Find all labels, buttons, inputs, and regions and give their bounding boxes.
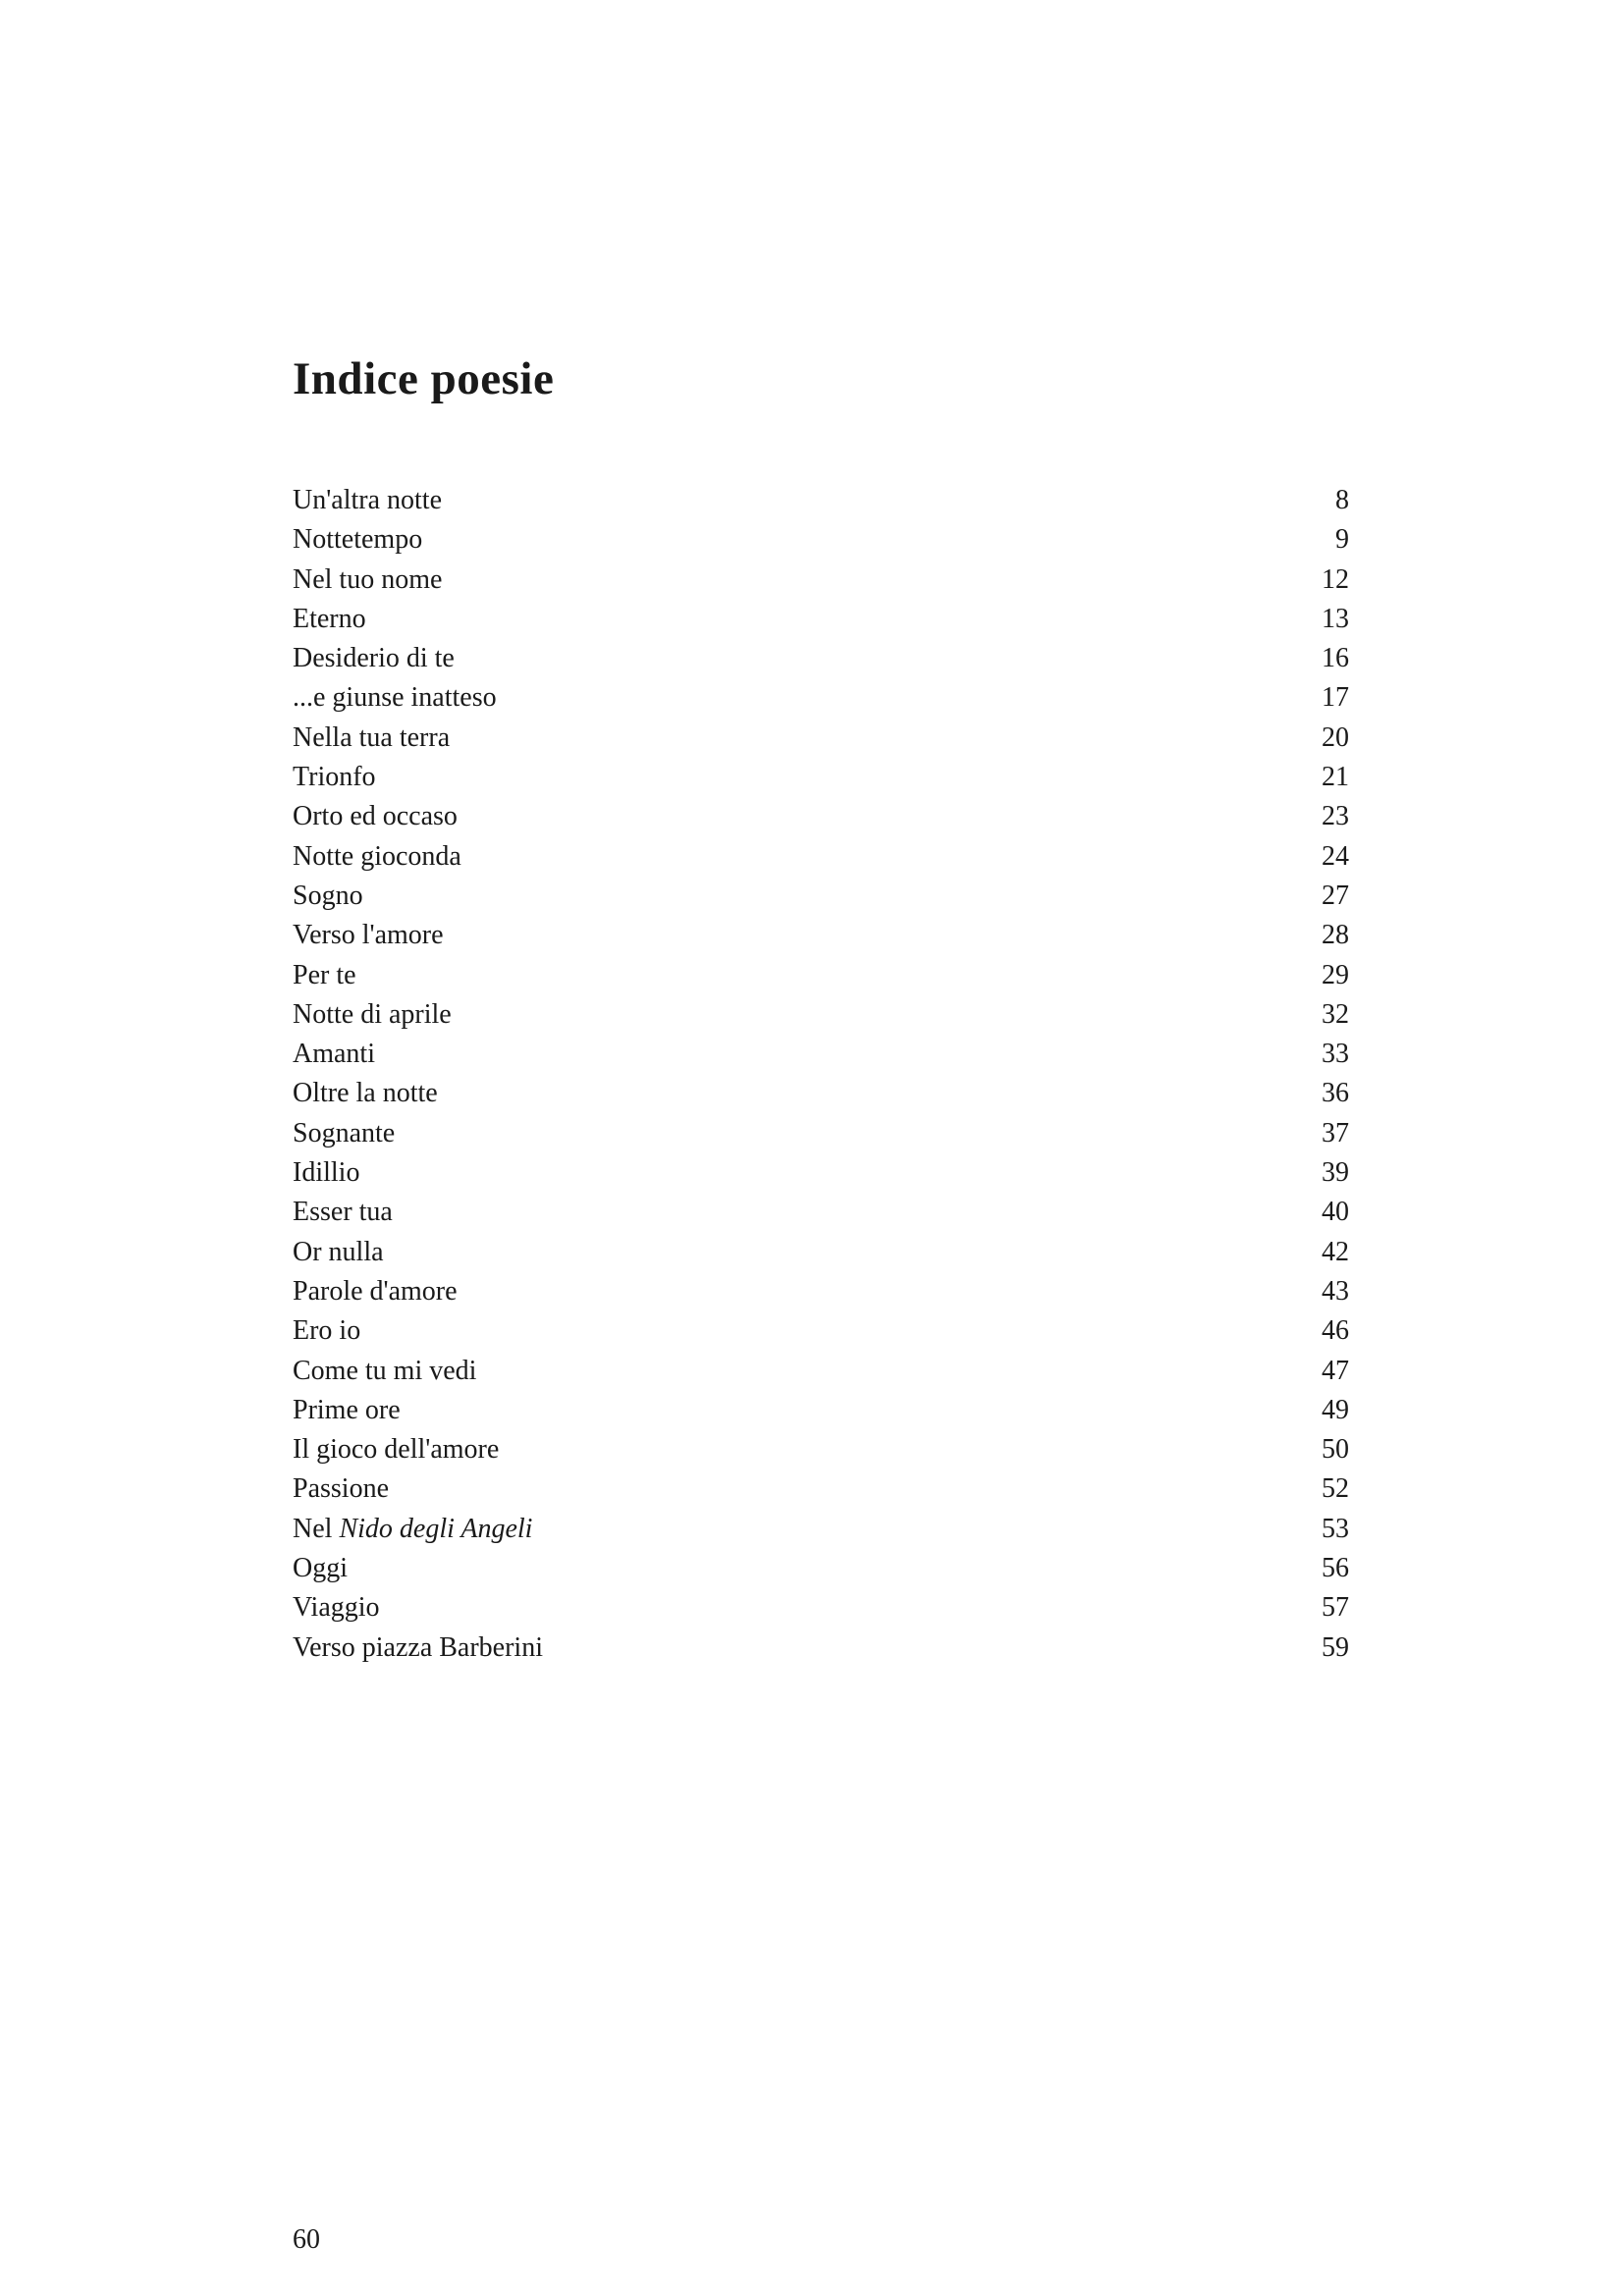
toc-entry xyxy=(293,995,1349,1035)
toc-entry-page: 50 xyxy=(1322,1434,1349,1466)
toc-entry-title: Prime ore xyxy=(293,1394,401,1425)
toc-entry xyxy=(293,481,1349,520)
toc-entry xyxy=(293,520,1349,560)
toc-entry xyxy=(293,600,1349,639)
toc-entry-title: Notte gioconda xyxy=(293,840,461,872)
toc-entry-title: Amanti xyxy=(293,1039,375,1070)
toc-entry-page: 8 xyxy=(1335,485,1349,515)
toc-entry xyxy=(293,1549,1349,1588)
toc-entry-title: Nella tua terra xyxy=(293,721,451,753)
toc-entry xyxy=(293,877,1349,916)
toc-entry-page: 33 xyxy=(1322,1039,1349,1070)
toc-entry-page: 16 xyxy=(1322,643,1349,674)
toc-entry-page: 52 xyxy=(1322,1473,1349,1505)
toc-entry-title: Parole d'amore xyxy=(293,1275,458,1307)
toc-entry-title: Passione xyxy=(293,1473,389,1505)
toc-entry-title: Viaggio xyxy=(293,1592,380,1624)
page-title: Indice poesie xyxy=(293,353,555,404)
toc-entry-title: Notte di aprile xyxy=(293,998,452,1030)
toc-entry xyxy=(293,719,1349,758)
toc-entry xyxy=(293,678,1349,718)
toc-entry-title: ...e giunse inatteso xyxy=(293,682,497,714)
toc-entry-page: 43 xyxy=(1322,1275,1349,1307)
toc-entry-page: 17 xyxy=(1322,682,1349,714)
table-of-contents xyxy=(293,481,1349,1668)
toc-entry-page: 28 xyxy=(1322,920,1349,951)
toc-entry xyxy=(293,1588,1349,1628)
toc-entry-title xyxy=(293,1510,532,1549)
toc-entry xyxy=(293,1430,1349,1469)
toc-entry-page: 46 xyxy=(1322,1315,1349,1347)
toc-entry-page: 12 xyxy=(1322,563,1349,595)
toc-entry-page: 59 xyxy=(1322,1631,1349,1663)
toc-entry-title: Desiderio di te xyxy=(293,643,455,674)
toc-entry-title: Eterno xyxy=(293,603,366,634)
toc-entry xyxy=(293,956,1349,995)
toc-entry-title: Come tu mi vedi xyxy=(293,1355,477,1386)
toc-entry xyxy=(293,1233,1349,1272)
toc-entry-title: Per te xyxy=(293,959,356,990)
toc-entry-page: 40 xyxy=(1322,1197,1349,1228)
toc-entry xyxy=(293,1311,1349,1351)
toc-entry-page: 42 xyxy=(1322,1236,1349,1267)
toc-entry-page: 20 xyxy=(1322,721,1349,753)
toc-entry xyxy=(293,1272,1349,1311)
toc-entry-title: Nottetempo xyxy=(293,524,423,556)
toc-entry xyxy=(293,758,1349,797)
toc-entry xyxy=(293,639,1349,678)
toc-entry xyxy=(293,1352,1349,1391)
toc-entry xyxy=(293,1510,1349,1549)
toc-entry xyxy=(293,1114,1349,1153)
toc-entry-title: Trionfo xyxy=(293,762,376,793)
toc-entry xyxy=(293,837,1349,877)
toc-entry-page: 23 xyxy=(1322,801,1349,832)
toc-entry xyxy=(293,1629,1349,1668)
toc-entry xyxy=(293,1469,1349,1509)
toc-entry-page: 29 xyxy=(1322,959,1349,990)
toc-entry xyxy=(293,1153,1349,1193)
toc-entry-title: Verso piazza Barberini xyxy=(293,1631,543,1663)
toc-entry-title: Sognante xyxy=(293,1117,396,1148)
toc-entry-title: Oggi xyxy=(293,1553,348,1584)
toc-entry xyxy=(293,797,1349,836)
toc-entry-page: 49 xyxy=(1322,1394,1349,1425)
toc-entry-page: 47 xyxy=(1322,1355,1349,1386)
toc-entry-title: Idillio xyxy=(293,1157,360,1189)
toc-entry-page: 53 xyxy=(1322,1513,1349,1544)
toc-entry-title: Or nulla xyxy=(293,1236,384,1267)
toc-entry-page: 13 xyxy=(1322,603,1349,634)
toc-entry-title: Il gioco dell'amore xyxy=(293,1434,500,1466)
toc-entry-page: 56 xyxy=(1322,1553,1349,1584)
toc-entry-title: Ero io xyxy=(293,1315,361,1347)
toc-entry xyxy=(293,916,1349,955)
toc-entry-title: Nel tuo nome xyxy=(293,563,443,595)
toc-entry xyxy=(293,561,1349,600)
toc-entry xyxy=(293,1074,1349,1113)
toc-entry xyxy=(293,1193,1349,1232)
toc-entry-title: Sogno xyxy=(293,880,363,911)
page-number: 60 xyxy=(293,2224,320,2255)
toc-entry-title-italic: Nido degli Angeli xyxy=(339,1513,533,1544)
toc-entry-page: 39 xyxy=(1322,1157,1349,1189)
toc-entry-page: 27 xyxy=(1322,880,1349,911)
toc-entry-title-roman: Nel xyxy=(293,1513,340,1544)
toc-entry-page: 36 xyxy=(1322,1078,1349,1109)
toc-entry xyxy=(293,1391,1349,1430)
toc-entry-title: Oltre la notte xyxy=(293,1078,438,1109)
toc-entry-title: Orto ed occaso xyxy=(293,801,458,832)
toc-entry-page: 57 xyxy=(1322,1592,1349,1624)
toc-entry-title: Esser tua xyxy=(293,1197,393,1228)
toc-entry-page: 32 xyxy=(1322,998,1349,1030)
toc-entry xyxy=(293,1035,1349,1074)
toc-entry-page: 24 xyxy=(1322,840,1349,872)
toc-entry-page: 9 xyxy=(1335,524,1349,556)
toc-entry-title: Verso l'amore xyxy=(293,920,444,951)
toc-entry-page: 37 xyxy=(1322,1117,1349,1148)
toc-entry-page: 21 xyxy=(1322,762,1349,793)
toc-entry-title: Un'altra notte xyxy=(293,485,442,515)
